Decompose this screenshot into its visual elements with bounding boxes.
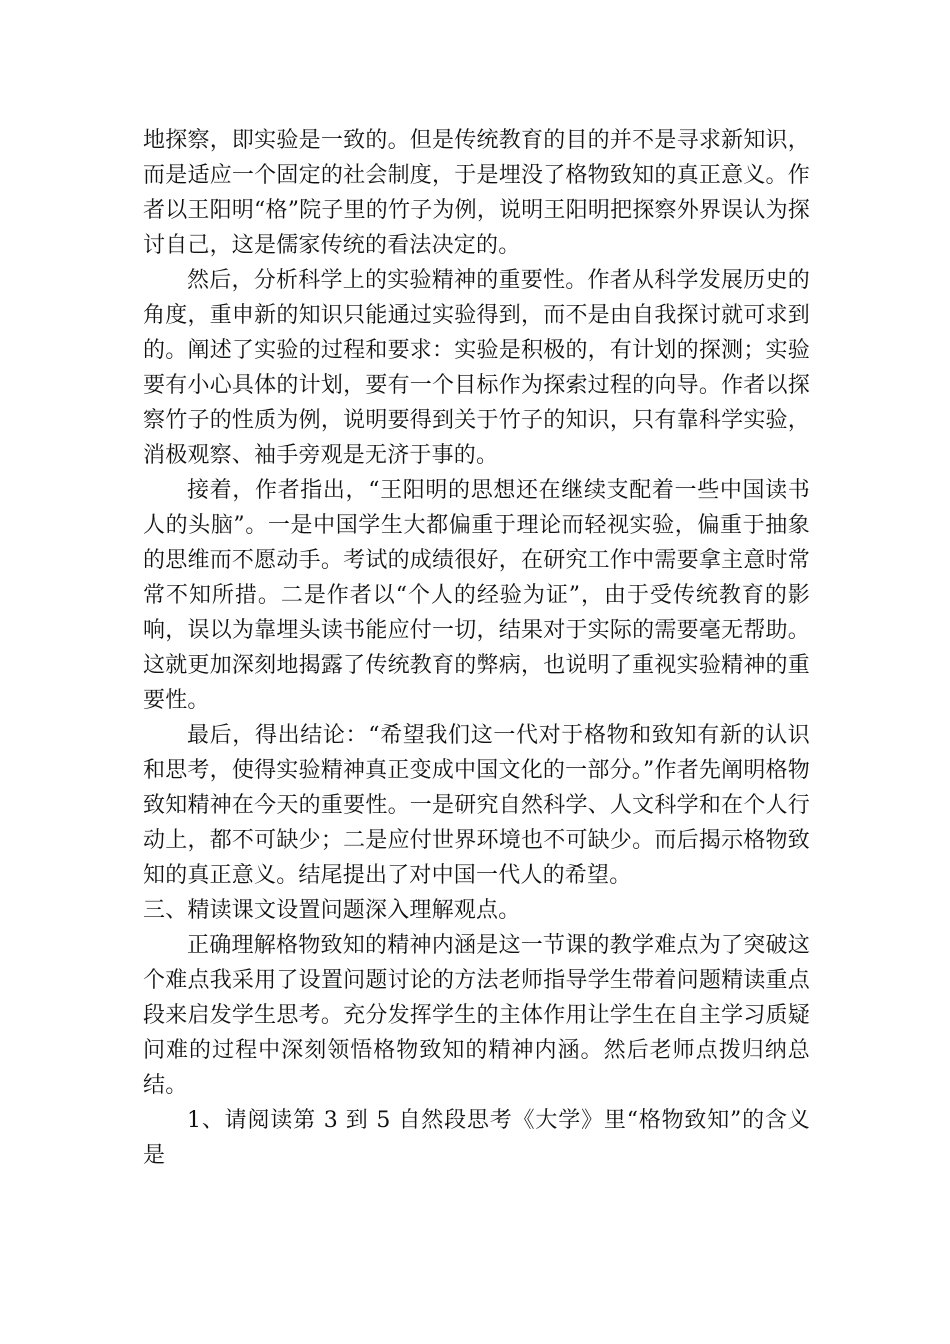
paragraph-experiment-importance: 然后，分析科学上的实验精神的重要性。作者从科学发展历史的角度，重申新的知识只能通过实验得到，而不是由自我探讨就可求到的。阐述了实验的过程和要求：实验是积极的，有计划的探测；实验要有小心具体的计划，要有一个目标作为探索过程的向导。作者以探察竹子的性质为例，说明要得到关于竹子的知识，只有靠科学实验，消极观察、袖手旁观是无济于事的。 [143, 268, 810, 468]
paragraph-conclusion: 最后，得出结论：“希望我们这一代对于格物和致知有新的认识和思考，使得实验精神真正变成中国文化的一部分。”作者先阐明格物致知精神在今天的重要性。一是研究自然科学、人文科学和在个人行动上，都不可缺少；二是应付世界环境也不可缺少。而后揭示格物致知的真正意义。结尾提出了对中国一代人的希望。 [143, 723, 810, 888]
question-item-1: 1、请阅读第 3 到 5 自然段思考《大学》里“格物致知”的含义是 [143, 1108, 810, 1168]
document-page [143, 123, 810, 1173]
paragraph-teaching-difficulty: 正确理解格物致知的精神内涵是这一节课的教学难点为了突破这个难点我采用了设置问题讨论的方法老师指导学生带着问题精读重点段来启发学生思考。充分发挥学生的主体作用让学生在自主学习质疑问难的过程中深刻领悟格物致知的精神内涵。然后老师点拨归纳总结。 [143, 933, 810, 1098]
paragraph-wang-yangming-influence: 接着，作者指出，“王阳明的思想还在继续支配着一些中国读书人的头脑”。一是中国学生大都偏重于理论而轻视实验，偏重于抽象的思维而不愿动手。考试的成绩很好，在研究工作中需要拿主意时常常不知所措。二是作者以“个人的经验为证”，由于受传统教育的影响，误以为靠埋头读书能应付一切，结果对于实际的需要毫无帮助。这就更加深刻地揭露了传统教育的弊病，也说明了重视实验精神的重要性。 [143, 478, 810, 713]
paragraph-continuation: 地探察，即实验是一致的。但是传统教育的目的并不是寻求新知识，而是适应一个固定的社会制度，于是埋没了格物致知的真正意义。作者以王阳明“格”院子里的竹子为例，说明王阳明把探察外界误认为探讨自己，这是儒家传统的看法决定的。 [143, 128, 810, 258]
section-heading-close-reading: 三、精读课文设置问题深入理解观点。 [143, 898, 521, 923]
